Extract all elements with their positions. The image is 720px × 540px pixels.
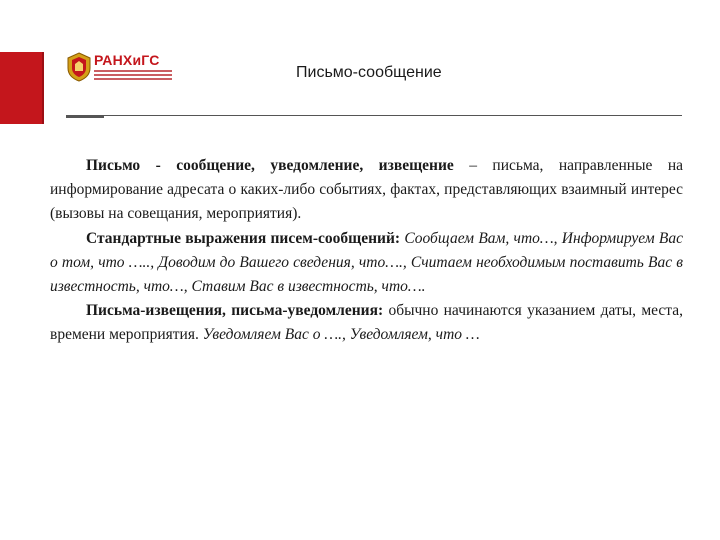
notifications-text: обычно начинаются указанием даты, места, времени мероприятия. [50,302,683,344]
page-title: Письмо-сообщение [296,64,442,81]
standard-phrases-heading: Стандартные выражения писем-сообщений: [86,229,401,247]
paragraph-standard-phrases [50,227,683,300]
notifications-examples: Уведомляем Вас о …., Уведомляем, что … [198,326,480,344]
red-accent-bar-edge [42,52,44,124]
logo-subtitle-lines [94,70,172,82]
logo-text: РАНХиГС [94,52,160,68]
definition-term: Письмо - сообщение, уведомление, извещение [86,157,454,174]
definition-text: – письма, направленные на информирование адресата о каких-либо событиях, фактах, представляющих взаимный интерес (вызовы на совещания, мероприятия). [50,157,683,223]
emblem-icon [66,52,92,82]
body-text [50,154,683,348]
paragraph-definition [50,154,683,227]
notifications-heading: Письма-извещения, письма-уведомления: [86,302,384,320]
red-accent-bar [0,52,42,124]
paragraph-notifications [50,299,683,347]
ranepa-logo [66,52,176,86]
header-divider [66,115,682,116]
standard-phrases-examples: Сообщаем Вам, что…, Информируем Вас о том, что ….., Доводим до Вашего сведения, что…., Считаем необходимым поставить Вас в известность, что…, Ставим Вас в известность, что…. [50,229,683,296]
header-divider-accent [66,116,104,118]
